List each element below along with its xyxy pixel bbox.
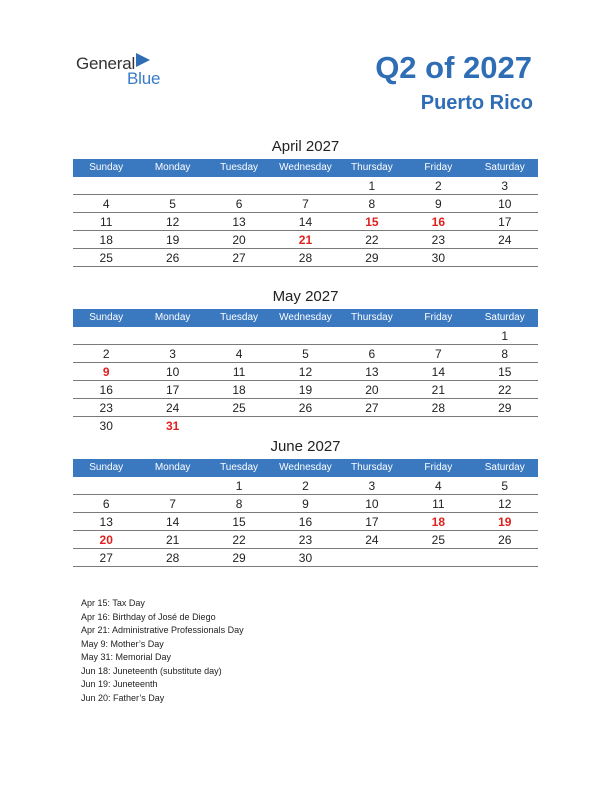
holiday-note: May 31: Memorial Day	[81, 652, 172, 662]
week-row	[73, 513, 538, 531]
day-cell: 29	[232, 551, 246, 565]
weekday-label: Friday	[424, 462, 453, 473]
weekday-label: Wednesday	[279, 462, 332, 473]
week-row	[73, 177, 538, 195]
logo-word-general: General	[76, 54, 136, 73]
holiday-day-cell: 18	[431, 515, 445, 529]
day-cell: 24	[498, 233, 512, 247]
weekday-header	[73, 309, 538, 327]
day-cell: 5	[302, 347, 309, 361]
weekday-label: Monday	[154, 462, 191, 473]
month-may	[73, 287, 538, 434]
week-row	[73, 231, 538, 249]
week-row	[73, 531, 538, 549]
day-cell: 14	[431, 365, 445, 379]
empty-day-cell	[73, 177, 139, 194]
day-cell: 17	[498, 215, 512, 229]
holiday-notes	[81, 597, 244, 705]
day-cell: 25	[431, 533, 445, 547]
day-cell: 29	[498, 401, 512, 415]
page-title: Q2 of 2027	[375, 50, 532, 85]
weekday-label: Tuesday	[220, 312, 259, 323]
holiday-note: Apr 21: Administrative Professionals Day	[81, 625, 244, 635]
day-cell: 9	[434, 197, 442, 211]
day-cell: 17	[365, 515, 379, 529]
empty-day-cell	[206, 177, 272, 194]
weekday-label: Sunday	[89, 162, 124, 173]
day-cell: 11	[432, 497, 445, 511]
day-cell: 17	[165, 383, 180, 397]
day-cell: 3	[169, 347, 176, 361]
day-cell: 1	[235, 479, 243, 493]
week-row	[73, 363, 538, 381]
holiday-day-cell: 21	[298, 233, 313, 247]
empty-day-cell	[339, 417, 405, 434]
day-cell: 14	[298, 215, 313, 229]
day-cell: 19	[298, 383, 313, 397]
day-cell: 8	[501, 347, 509, 361]
weekday-label: Saturday	[484, 162, 525, 173]
holiday-day-cell: 16	[431, 215, 445, 229]
day-cell: 8	[368, 197, 376, 211]
day-cell: 16	[298, 515, 313, 529]
day-cell: 12	[165, 215, 180, 229]
day-cell: 7	[434, 347, 442, 361]
day-cell: 11	[232, 365, 246, 379]
empty-day-cell	[139, 327, 205, 344]
day-cell: 13	[99, 515, 113, 529]
weekday-label: Sunday	[89, 462, 124, 473]
day-cell: 18	[99, 233, 113, 247]
page-subtitle: Puerto Rico	[420, 92, 533, 114]
day-cell: 23	[431, 233, 445, 247]
month-title: April 2027	[271, 138, 340, 155]
week-row	[73, 249, 538, 267]
weekday-label: Sunday	[89, 312, 124, 323]
day-cell: 24	[165, 401, 180, 415]
week-row	[73, 213, 538, 231]
day-cell: 7	[169, 497, 176, 511]
day-cell: 22	[365, 233, 379, 247]
day-cell: 10	[365, 497, 379, 511]
weekday-label: Wednesday	[279, 162, 332, 173]
day-cell: 14	[165, 515, 180, 529]
day-cell: 21	[431, 383, 445, 397]
day-cell: 6	[102, 497, 110, 511]
day-cell: 22	[232, 533, 246, 547]
weekday-label: Friday	[424, 312, 453, 323]
month-april	[73, 137, 538, 267]
logo-flag-icon	[136, 53, 150, 67]
day-cell: 21	[165, 533, 180, 547]
logo-word-blue: Blue	[127, 69, 161, 88]
week-row	[73, 477, 538, 495]
day-cell: 12	[298, 365, 313, 379]
day-cell: 5	[501, 479, 509, 493]
day-cell: 11	[99, 215, 113, 229]
day-cell: 4	[434, 479, 442, 493]
day-cell: 13	[232, 215, 246, 229]
week-row	[73, 345, 538, 363]
day-cell: 25	[99, 251, 113, 265]
holiday-day-cell: 31	[165, 419, 180, 433]
holiday-note: Apr 15: Tax Day	[81, 598, 145, 608]
empty-day-cell	[272, 417, 338, 434]
empty-day-cell	[272, 327, 338, 344]
day-cell: 2	[434, 179, 442, 193]
day-cell: 26	[298, 401, 313, 415]
week-row	[73, 381, 538, 399]
day-cell: 28	[165, 551, 180, 565]
day-cell: 24	[365, 533, 379, 547]
day-cell: 16	[99, 383, 113, 397]
holiday-note: Apr 16: Birthday of José de Diego	[81, 611, 216, 622]
day-cell: 30	[99, 419, 113, 433]
weekday-label: Monday	[154, 312, 191, 323]
day-cell: 3	[501, 179, 509, 193]
day-cell: 9	[302, 497, 309, 511]
weekday-label: Monday	[154, 162, 191, 173]
day-cell: 20	[365, 383, 379, 397]
day-cell: 26	[498, 533, 512, 547]
day-cell: 1	[501, 329, 509, 343]
weekday-label: Tuesday	[220, 462, 259, 473]
day-cell: 6	[235, 197, 243, 211]
day-cell: 23	[298, 533, 313, 547]
holiday-note: Jun 20: Father’s Day	[81, 692, 165, 703]
day-cell: 28	[298, 251, 313, 265]
day-cell: 5	[169, 197, 176, 211]
weekday-label: Friday	[424, 162, 453, 173]
empty-day-cell	[73, 477, 139, 494]
empty-day-cell	[272, 177, 338, 194]
day-cell: 25	[232, 401, 246, 415]
day-cell: 15	[498, 365, 512, 379]
day-cell: 27	[365, 401, 379, 415]
weekday-label: Saturday	[484, 462, 525, 473]
empty-day-cell	[139, 477, 205, 494]
day-cell: 3	[368, 479, 376, 493]
week-row	[73, 327, 538, 345]
weekday-label: Wednesday	[279, 312, 332, 323]
empty-day-cell	[472, 417, 538, 434]
day-cell: 10	[498, 197, 512, 211]
empty-day-cell	[73, 327, 139, 344]
generalblue-logo	[76, 52, 176, 88]
weekday-label: Saturday	[484, 312, 525, 323]
holiday-note: May 9: Mother’s Day	[81, 638, 164, 649]
week-row	[73, 495, 538, 513]
weekday-label: Thursday	[351, 162, 393, 173]
day-cell: 19	[165, 233, 180, 247]
weekday-label: Thursday	[351, 312, 393, 323]
empty-day-cell	[339, 549, 405, 566]
day-cell: 2	[302, 479, 309, 493]
day-cell: 20	[232, 233, 246, 247]
empty-day-cell	[472, 549, 538, 566]
empty-day-cell	[472, 249, 538, 266]
weekday-label: Tuesday	[220, 162, 259, 173]
day-cell: 30	[431, 251, 445, 265]
day-cell: 28	[431, 401, 445, 415]
empty-day-cell	[139, 177, 205, 194]
day-cell: 15	[232, 515, 246, 529]
week-row	[73, 549, 538, 567]
day-cell: 27	[99, 551, 113, 565]
week-row	[73, 417, 538, 434]
holiday-note: Jun 18: Juneteenth (substitute day)	[81, 665, 222, 676]
empty-day-cell	[206, 327, 272, 344]
day-cell: 13	[365, 365, 379, 379]
empty-day-cell	[339, 327, 405, 344]
holiday-day-cell: 19	[498, 515, 512, 529]
day-cell: 18	[232, 383, 246, 397]
empty-day-cell	[405, 327, 471, 344]
day-cell: 1	[368, 179, 376, 193]
month-june	[73, 437, 538, 567]
day-cell: 12	[498, 497, 512, 511]
empty-day-cell	[405, 417, 471, 434]
day-cell: 4	[235, 347, 243, 361]
day-cell: 29	[365, 251, 379, 265]
day-cell: 7	[302, 197, 309, 211]
day-cell: 27	[232, 251, 246, 265]
day-cell: 8	[235, 497, 243, 511]
empty-day-cell	[206, 417, 272, 434]
weekday-header	[73, 459, 538, 477]
weekday-label: Thursday	[351, 462, 393, 473]
holiday-day-cell: 15	[365, 215, 379, 229]
day-cell: 22	[498, 383, 512, 397]
day-cell: 6	[368, 347, 376, 361]
day-cell: 2	[102, 347, 110, 361]
month-title: May 2027	[272, 288, 339, 305]
empty-day-cell	[405, 549, 471, 566]
day-cell: 26	[165, 251, 180, 265]
day-cell: 23	[99, 401, 113, 415]
day-cell: 4	[102, 197, 110, 211]
week-row	[73, 195, 538, 213]
holiday-note: Jun 19: Juneteenth	[81, 679, 158, 689]
day-cell: 30	[298, 551, 313, 565]
holiday-day-cell: 20	[99, 533, 113, 547]
holiday-day-cell: 9	[102, 365, 110, 379]
day-cell: 10	[165, 365, 180, 379]
month-title: June 2027	[270, 438, 341, 455]
weekday-header	[73, 159, 538, 177]
week-row	[73, 399, 538, 417]
